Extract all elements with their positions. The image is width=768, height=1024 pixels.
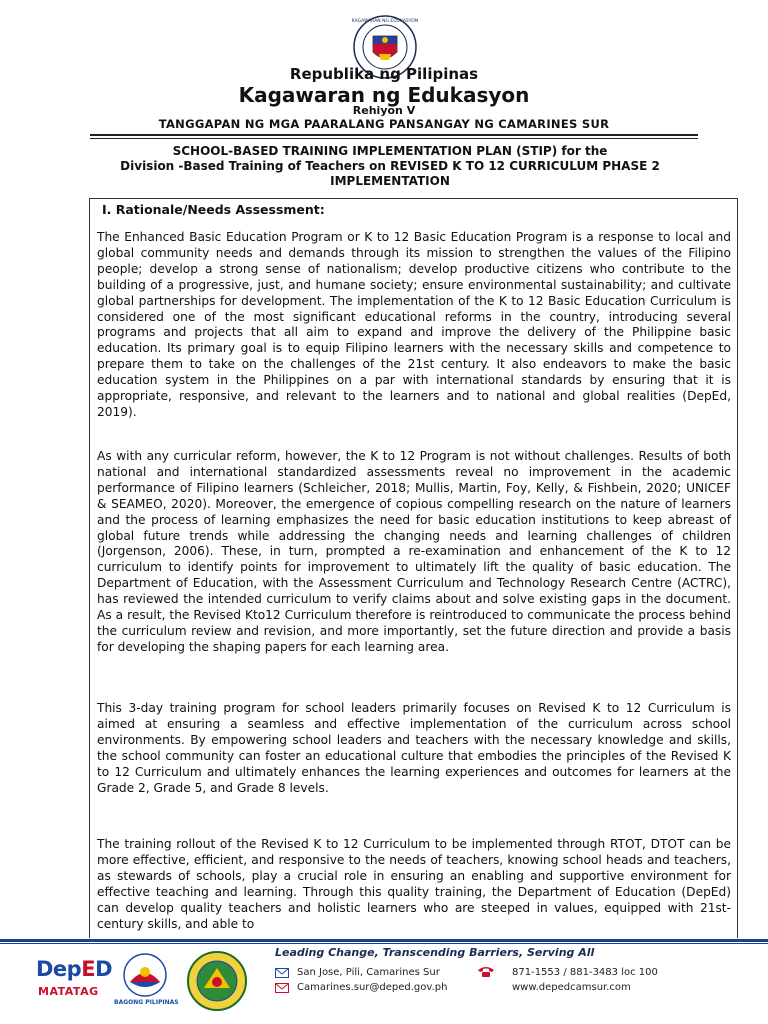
bagong-pilipinas-logo [122, 952, 168, 998]
footer-tagline: Leading Change, Transcending Barriers, Serving All [275, 946, 595, 959]
deped-logo-d: D [95, 957, 113, 981]
title-line-1: SCHOOL-BASED TRAINING IMPLEMENTATION PLAN (STIP) for the [172, 144, 608, 158]
footer-phone: 871-1553 / 881-3483 loc 100 [512, 967, 658, 978]
deped-logo-e: E [81, 957, 96, 981]
region-heading: Rehiyon V [352, 104, 416, 117]
section-heading: I. Rationale/Needs Assessment: [102, 202, 325, 217]
footer-rule [0, 939, 768, 942]
header-rule-thick [90, 134, 698, 136]
paragraph-4: The training rollout of the Revised K to 12 Curriculum to be implemented through RTOT, DTOT can be more effective, efficient, and responsive to the needs of teachers, knowing school heads and teachers, as stewards of schools, play a crucial role in ensuring an enabling and supportive environment for effective teaching and learning. Through this quality training, the Department of Education (DepEd) can develop quality teachers and holistic learners who are steeped in values, equipped with 21st-century skills, and able to [97, 837, 731, 931]
header-rule-thin [90, 138, 698, 139]
mail-icon [275, 983, 289, 993]
footer-rule-thin [0, 943, 768, 944]
deped-logo-dep: Dep [36, 957, 82, 981]
phone-icon [477, 966, 495, 978]
footer-address: San Jose, Pili, Camarines Sur [297, 967, 440, 978]
republic-heading: Republika ng Pilipinas [289, 65, 479, 83]
paragraph-2: As with any curricular reform, however, the K to 12 Program is not without challenges. Results of both national and international standardized assessments reveal no improvement in the academic performance of Filipino learners (Schleicher, 2018; Mullis, Martin, Foy, Kelly, & Fishbein, 2020; UNICEF & SEAMEO, 2020). Moreover, the emergence of copious compelling research on the nature of learners and the process of learning emphasizes the need for basic education institutions to keep abreast of global future trends while addressing the changing needs and learning challenges of children (Jorgenson, 2006). These, in turn, prompted a re-examination and enhancement of the K to 12 curriculum to identify points for improvement to ultimately lift the quality of basic education. The Department of Education, with the Assessment Curriculum and Technology Research Centre (ACTRC), has reviewed the intended curriculum to verify claims about and solve existing gaps in the document. As a result, the Revised Kto12 Curriculum therefore is reintroduced to communicate the process behind the curriculum review and revision, and more importantly, set the future direction and provide a basis for developing the shaping papers for each learning area. [97, 449, 731, 654]
footer-email[interactable]: Camarines.sur@deped.gov.ph [297, 982, 448, 993]
matatag-label: MATATAG [38, 985, 99, 998]
division-office-seal [186, 950, 248, 1012]
document-title [80, 144, 700, 189]
office-heading: TANGGAPAN NG MGA PAARALANG PANSANGAY NG CAMARINES SUR [158, 117, 610, 131]
footer-website[interactable]: www.depedcamsur.com [512, 982, 631, 993]
deped-logo [36, 957, 112, 981]
title-line-3: IMPLEMENTATION [330, 174, 450, 188]
paragraph-3: This 3-day training program for school leaders primarily focuses on Revised K to 12 Curriculum is aimed at ensuring a seamless and effective implementation of the curriculum across school environments. By empowering school leaders and teachers with the necessary knowledge and skills, the school community can foster an educational culture that embodies the principles of the Revised K to 12 Curriculum and ultimately enhances the learning experiences and outcomes for learners at the Grade 2, Grade 5, and Grade 8 levels. [97, 701, 731, 795]
title-line-2: Division -Based Training of Teachers on REVISED K TO 12 CURRICULUM PHASE 2 [120, 159, 660, 173]
paragraph-1: The Enhanced Basic Education Program or K to 12 Basic Education Program is a response to local and global community needs and demands through its mission to strengthen the values of the Filipino people; develop a strong sense of nationalism; develop productive citizens who contribute to the building of a progressive, just, and humane society; ensure environmental sustainability; and cultivate global partnerships for development. The implementation of the K to 12 Basic Education Curriculum is considered one of the most significant educational reforms in the country, introducing several programs and projects that all aim to expand and improve the delivery of the Philippine basic education. Its primary goal is to equip Filipino learners with the necessary skills and competence to prepare them to take on the challenges of the 21st century. It also endeavors to make the basic education system in the Philippines on a par with international standards by ensuring that it is appropriate, responsive, and relevant to the learners and to national and global realities (DepEd, 2019). [97, 230, 731, 419]
envelope-icon [275, 968, 289, 978]
department-heading: Kagawaran ng Edukasyon [238, 83, 530, 107]
bagong-pilipinas-label: BAGONG PILIPINAS [114, 999, 179, 1006]
seal-ring-text: KAGAWARAN NG EDUKASYON [352, 19, 418, 24]
rationale-section-box [89, 198, 738, 938]
